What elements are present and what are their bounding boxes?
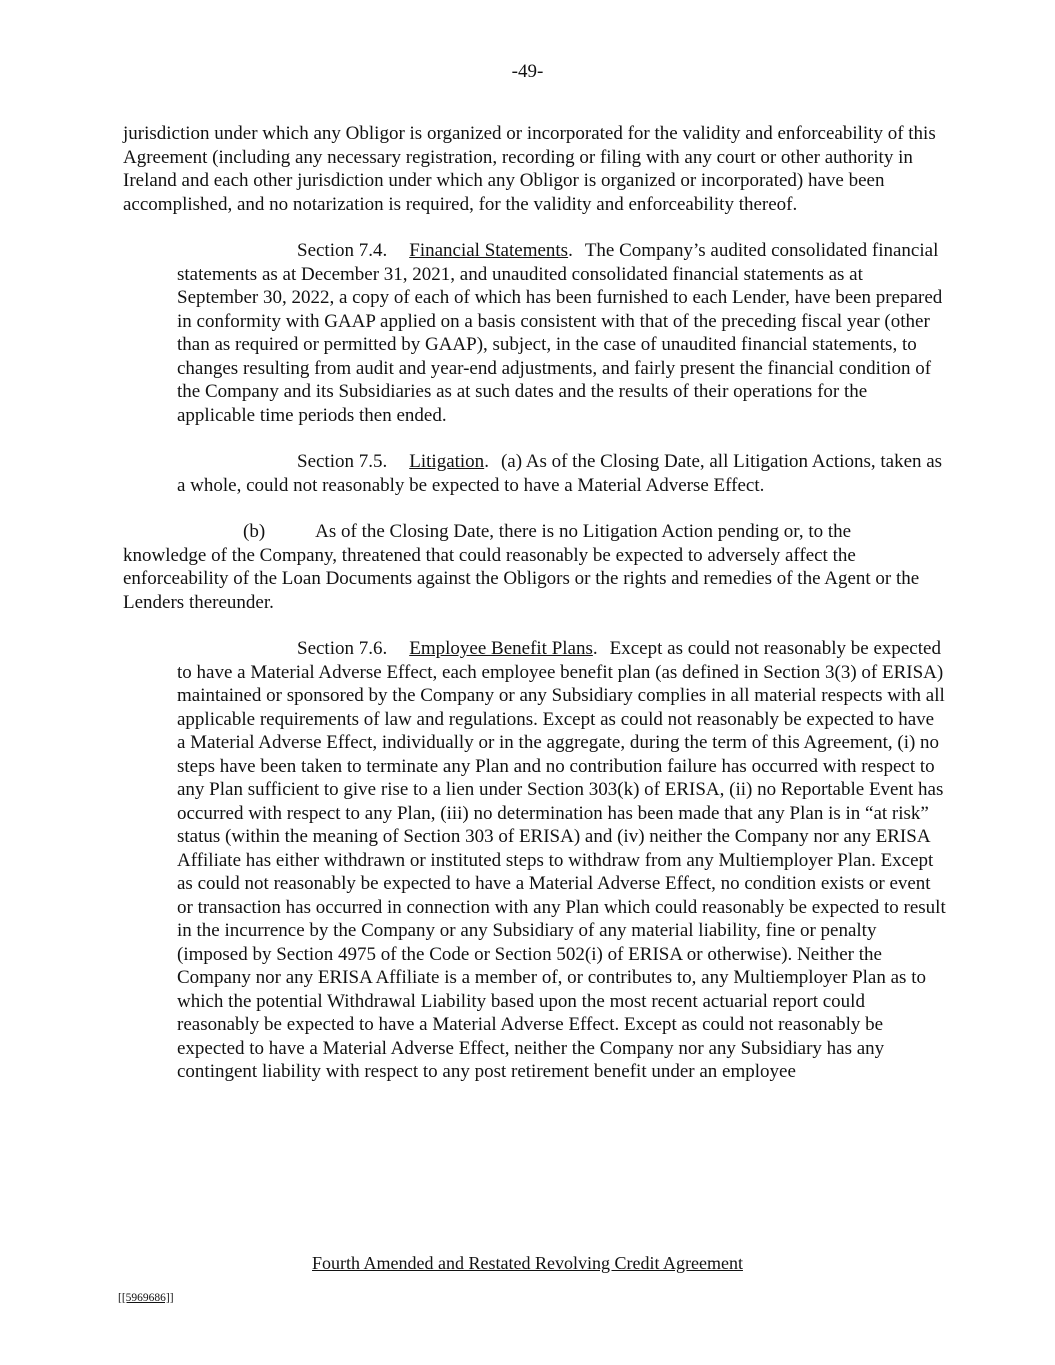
paragraph-b-body: As of the Closing Date, there is no Litigation Action pending or, to the knowledge of the Company, threatened that could reasonably be expected to adversely affect the enforceability of the Loan Documents against the Obligors or the rights and remedies of the Agent or the Lenders thereunder. (123, 521, 920, 613)
paragraph-intro: jurisdiction under which any Obligor is organized or incorporated for the validity and enforceability of this Agreement (including any necessary registration, recording or filing with any court or other authority in Ireland and each other jurisdiction under which any Obligor is organized or incorporated) have been accomplished, and no notarization is required, for the validity and enforceability thereof. (123, 123, 936, 215)
section-7-5-heading: Litigation (409, 451, 485, 472)
section-7-5-label: Section 7.5. (297, 451, 388, 472)
section-7-6-heading: Employee Benefit Plans (409, 638, 593, 659)
section-7-4-body: The Company’s audited consolidated financial statements as at December 31, 2021, and unaudited consolidated financial statements as at September 30, 2022, a copy of each of which has been furnished to each Lender, have been prepared in conformity with GAAP applied on a basis consistent with that of the preceding fiscal year (other than as required or permitted by GAAP), subject, in the case of unaudited financial statements, to changes resulting from audit and year-end adjustments, and fairly present the financial condition of the Company and its Subsidiaries as at such dates and the results of their operations for the applicable time periods then ended. (177, 240, 943, 426)
section-7-5-heading-period: . (484, 451, 489, 472)
section-7-6-body: Except as could not reasonably be expected to have a Material Adverse Effect, each employee benefit plan (as defined in Section 3(3) of ERISA) maintained or sponsored by the Company or any Subsidiary complies in all material respects with all applicable requirements of law and regulations. Except as could not reasonably be expected to have a Material Adverse Effect, individually or in the aggregate, during the term of this Agreement, (i) no steps have been taken to terminate any Plan and no contribution failure has occurred with respect to any Plan sufficient to give rise to a lien under Section 303(k) of ERISA, (ii) no Reportable Event has occurred with respect to any Plan, (iii) no determination has been made that any Plan is in “at risk” status (within the meaning of Section 303 of ERISA) and (iv) neither the Company nor any ERISA Affiliate has either withdrawn or instituted steps to withdraw from any Multiemployer Plan. Except as could not reasonably be expected to have a Material Adverse Effect, no condition exists or event or transaction has occurred in connection with any Plan which could reasonably be expected to result in the incurrence by the Company or any Subsidiary of any material liability, fine or penalty (imposed by Section 4975 of the Code or Section 502(i) of ERISA or otherwise). Neither the Company nor any ERISA Affiliate is a member of, or contributes to, any Multiemployer Plan as to which the potential Withdrawal Liability based upon the most recent actuarial report could reasonably be expected to have a Material Adverse Effect. Except as could not reasonably be expected to have a Material Adverse Effect, neither the Company nor any Subsidiary has any contingent liability with respect to any post retirement benefit under an employee (177, 638, 946, 1082)
section-7-6-label: Section 7.6. (297, 638, 388, 659)
section-7-6-paragraph (177, 637, 947, 1084)
document-stamp: [[5969686]] (118, 1292, 174, 1304)
section-7-4-paragraph (177, 239, 947, 427)
section-7-5-body: (a) As of the Closing Date, all Litigation Actions, taken as a whole, could not reasonably be expected to have a Material Adverse Effect. (177, 451, 943, 496)
page-number: -49- (511, 61, 544, 82)
document-body (123, 122, 946, 1084)
section-7-6-heading-period: . (592, 638, 598, 659)
footer-document-title: Fourth Amended and Restated Revolving Credit Agreement (312, 1253, 743, 1273)
section-7-4-label: Section 7.4. (297, 240, 388, 261)
section-7-5-paragraph (177, 450, 947, 497)
section-7-4-heading: Financial Statements (409, 240, 569, 261)
section-7-4-heading-period: . (568, 240, 573, 261)
paragraph-b (123, 520, 938, 614)
paragraph-b-label: (b) (243, 521, 266, 542)
